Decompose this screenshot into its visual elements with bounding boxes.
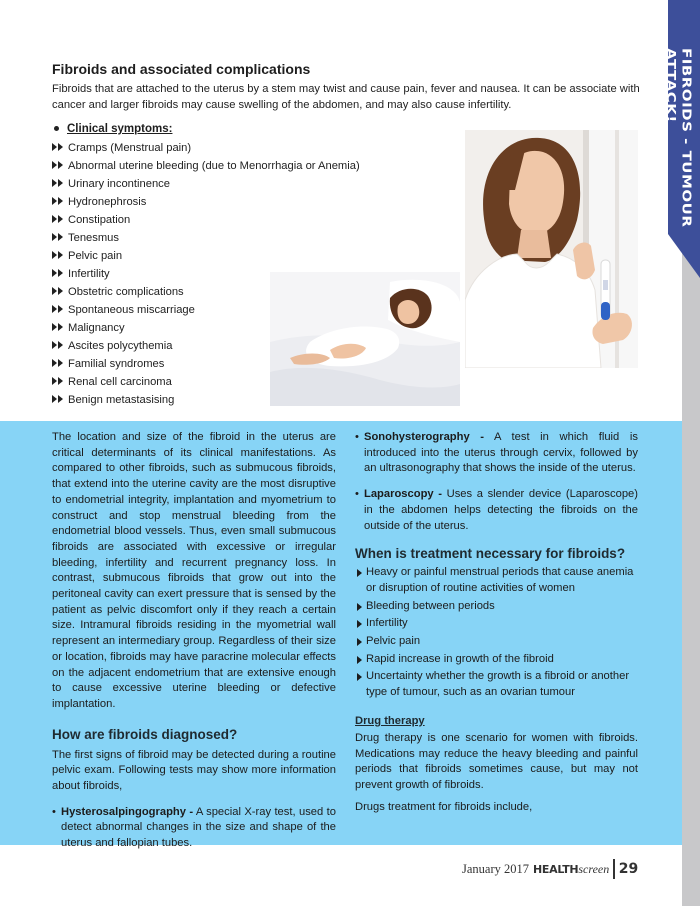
list-item <box>355 652 638 668</box>
diagnosis-paragraph: The first signs of fibroid may be detected during a routine pelvic exam. Following tests may show more information about fibroids, <box>52 748 336 793</box>
clinical-symptoms-title <box>54 123 172 135</box>
photo-woman-in-bed <box>270 272 460 406</box>
double-arrow-icon <box>52 377 64 385</box>
triangle-bullet-icon <box>357 620 362 628</box>
hysterosalpingography-term: Hysterosalpingography - <box>61 805 194 818</box>
laparoscopy-item <box>355 487 638 534</box>
list-item <box>52 139 360 157</box>
symptom-text: Obstetric complications <box>68 286 184 298</box>
bullet-dot: • <box>52 805 56 818</box>
diagnosis-heading: How are fibroids diagnosed? <box>52 726 238 742</box>
list-item <box>355 565 638 596</box>
list-item <box>52 211 360 229</box>
double-arrow-icon <box>52 287 64 295</box>
symptom-text: Malignancy <box>68 322 125 334</box>
complications-heading: Fibroids and associated complications <box>52 61 311 77</box>
double-arrow-icon <box>52 305 64 313</box>
sonohysterography-item <box>355 430 638 477</box>
left-column <box>52 430 336 852</box>
drug-treatment-intro: Drugs treatment for fibroids include, <box>355 800 533 813</box>
symptom-text: Pelvic pain <box>68 250 123 262</box>
right-column <box>355 430 638 815</box>
treatment-heading: When is treatment necessary for fibroids? <box>355 546 626 562</box>
double-arrow-icon <box>52 179 64 187</box>
laparoscopy-text: Uses a slender device (Laparoscope) in the abdomen helps detecting the fibroids on the outside of the uterus. <box>364 488 638 532</box>
double-arrow-icon <box>52 197 64 205</box>
symptom-text: Familial syndromes <box>68 358 165 370</box>
triangle-bullet-icon <box>357 638 362 646</box>
triangle-bullet-icon <box>357 569 362 577</box>
symptom-text: Abnormal uterine bleeding (due to Menorrhagia or Anemia) <box>68 160 360 172</box>
treatment-item-text: Pelvic pain <box>366 635 421 648</box>
symptom-text: Renal cell carcinoma <box>68 376 172 388</box>
list-item <box>355 616 638 632</box>
list-item <box>355 669 638 700</box>
treatment-item-text: Heavy or painful menstrual periods that cause anemia or disruption of routine activities of women <box>366 566 634 594</box>
fibroid-location-paragraph: The location and size of the fibroid in the uterus are critical determinants of its clinical manifestations. As compared to other fibroids, such as submucous fibroids, that extend into the uterine cavity are the most disruptive to endometrial integrity, implantation and myometrium to construct and stop menstrual bleeding from the endometrial blood vessels. Thus, even small submucous fibroids are associated with excessive or irregular bleeding, infertility and recurrent pregnancy loss. In contrast, submucous fibroids that grow out into the peritoneal cavity can exert pressure that is sensed by the patient as pelvic discomfort only if they reach a certain size. Intramural fibroids residing in the myometrial wall represent an intermediary group. Regardless of their size or location, fibroids may have paracrine molecular effects on the adjacent endometrium that are extensive enough to cause excessive uterine bleeding or defective implantation. <box>52 431 336 710</box>
list-item <box>52 193 360 211</box>
list-item <box>355 634 638 650</box>
double-arrow-icon <box>52 341 64 349</box>
bullet-dot: • <box>355 431 359 443</box>
list-item <box>52 175 360 193</box>
symptom-text: Infertility <box>68 268 110 280</box>
treatment-list <box>355 565 638 701</box>
treatment-item-text: Infertility <box>366 617 408 630</box>
double-arrow-icon <box>52 233 64 241</box>
drug-therapy-heading: Drug therapy <box>355 714 425 727</box>
double-arrow-icon <box>52 269 64 277</box>
woman-in-bed-illustration <box>270 272 460 406</box>
double-arrow-icon <box>52 395 64 403</box>
triangle-bullet-icon <box>357 603 362 611</box>
double-arrow-icon <box>52 251 64 259</box>
list-item <box>52 247 360 265</box>
photo-woman-with-test <box>465 130 638 368</box>
treatment-item-text: Bleeding between periods <box>366 599 495 612</box>
page-footer <box>462 858 638 880</box>
treatment-item-text: Uncertainty whether the growth is a fibroid or another type of tumour, such as an ovarian tumour <box>366 670 630 699</box>
list-item <box>52 157 360 175</box>
clinical-symptoms-label: Clinical symptoms: <box>67 123 173 135</box>
triangle-bullet-icon <box>357 673 362 681</box>
page-number: 29 <box>618 861 639 877</box>
symptom-text: Tenesmus <box>68 232 119 244</box>
symptom-text: Ascites polycythemia <box>68 340 173 352</box>
double-arrow-icon <box>52 161 64 169</box>
symptom-text: Hydronephrosis <box>68 196 147 208</box>
treatment-item-text: Rapid increase in growth of the fibroid <box>366 652 554 665</box>
symptom-text: Cramps (Menstrual pain) <box>68 142 192 154</box>
triangle-bullet-icon <box>357 656 362 664</box>
issue-date: January 2017 <box>462 861 529 876</box>
brand-screen: screen <box>578 861 610 876</box>
symptom-text: Spontaneous miscarriage <box>68 304 195 316</box>
symptom-text: Urinary incontinence <box>68 178 170 190</box>
hysterosalpingography-item <box>52 805 336 852</box>
footer-divider <box>613 859 615 879</box>
symptom-text: Constipation <box>68 214 131 226</box>
double-arrow-icon <box>52 143 64 151</box>
bullet-dot: • <box>355 488 359 501</box>
list-item <box>355 599 638 615</box>
symptom-text: Benign metastasising <box>68 394 175 406</box>
section-tab-label: FIBROIDS - TUMOUR ATTACK! <box>663 48 695 228</box>
drug-therapy-paragraph: Drug therapy is one scenario for women with fibroids. Medications may reduce the heavy bleeding and painful periods that fibroids sometimes cause, but may not prevent growth of fibroids. <box>355 731 638 791</box>
laparoscopy-term: Laparoscopy - <box>364 488 442 501</box>
bullet-dot <box>54 126 59 131</box>
double-arrow-icon <box>52 359 64 367</box>
double-arrow-icon <box>52 215 64 223</box>
list-item <box>52 229 360 247</box>
hysterosalpingography-text: A special X-ray test, used to detect abnormal changes in the size and shape of the uterus and fallopian tubes. <box>61 805 336 850</box>
woman-with-test-illustration <box>465 130 638 368</box>
double-arrow-icon <box>52 323 64 331</box>
brand-health: HEALTH <box>533 862 579 876</box>
complications-intro: Fibroids that are attached to the uterus by a stem may twist and cause pain, fever and nausea. It can be associate with cancer and larger fibroids may cause swelling of the abdomen, and may also cause infertility. <box>52 83 640 111</box>
sonohysterography-term: Sonohysterography - <box>364 431 485 443</box>
sonohysterography-text: A test in which fluid is introduced into the uterus through cervix, followed by an ultrasonography that shows the inside of the uterus. <box>364 431 638 475</box>
